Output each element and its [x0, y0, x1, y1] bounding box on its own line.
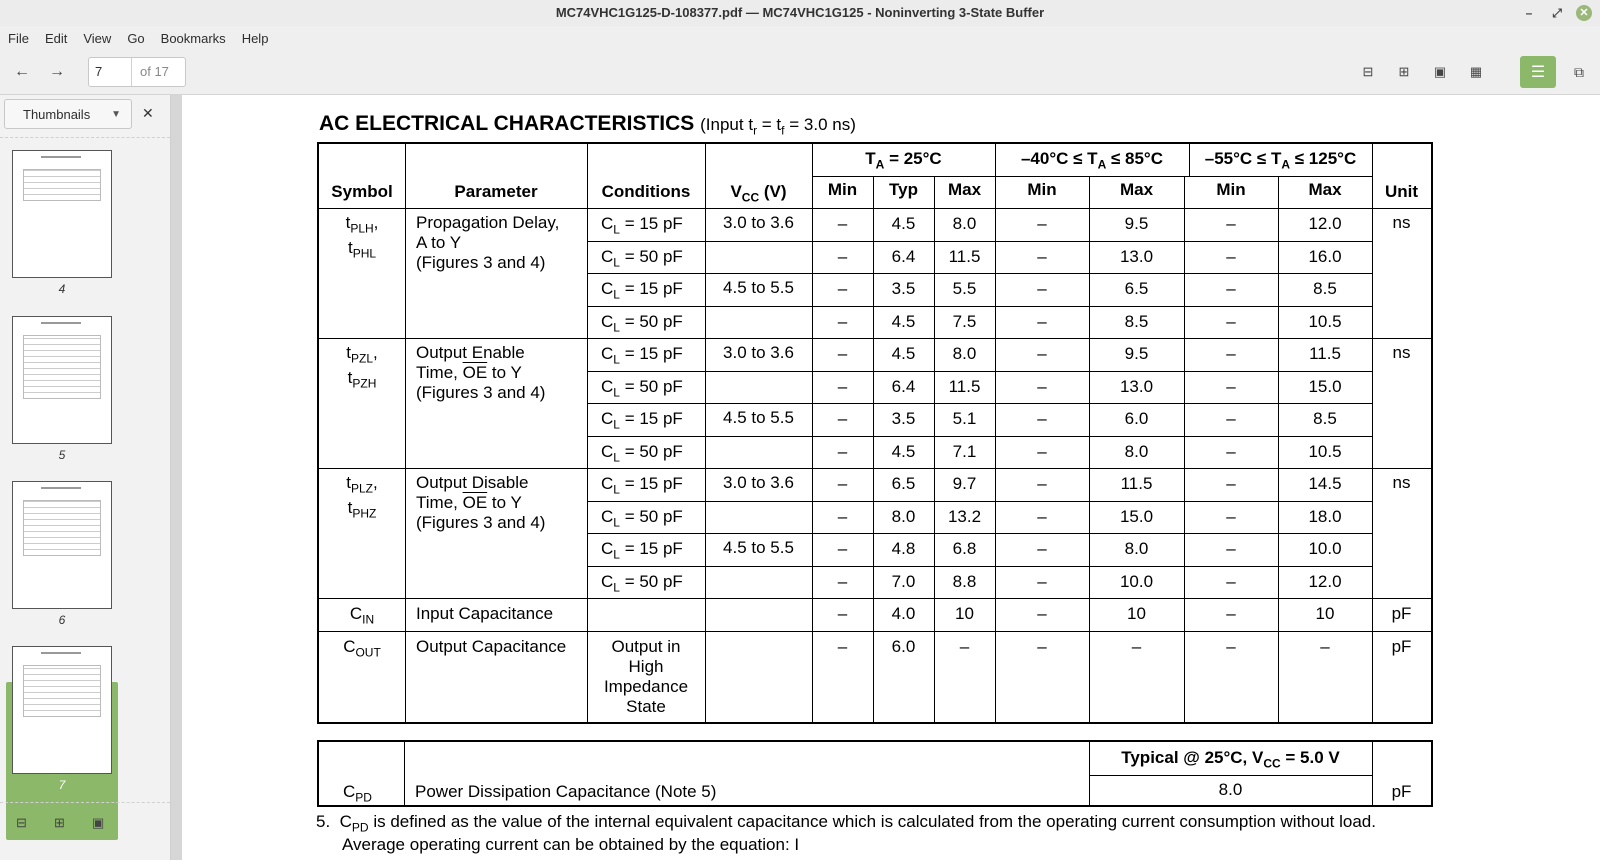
condition-cell: $C_L = 50$ pF [601, 506, 683, 529]
sidebar-mode-label: Thumbnails [23, 107, 91, 122]
value-cell: – [837, 376, 848, 396]
header-group-125c: $-55^\circ C \le T_A \le 125^\circ C$ [1204, 149, 1357, 172]
value-cell: – [1037, 604, 1047, 623]
condition-cell: $C_L = 50$ pF [601, 571, 683, 594]
header-typ: Typ [889, 180, 918, 199]
value-cell: – [1037, 506, 1047, 526]
window-title: MC74VHC1G125-D-108377.pdf — MC74VHC1G125 - Noninverting 3-State Buffer [555, 5, 1045, 20]
cpd-table [317, 740, 1433, 807]
page-number-input[interactable]: 7 [89, 58, 132, 86]
value-cell: – [1226, 279, 1236, 298]
value-cell: 4.5 [891, 214, 916, 233]
header-conditions: Conditions [601, 182, 691, 201]
table-rule [587, 241, 1372, 242]
sidebar-header [4, 99, 164, 131]
value-cell: 10.0 [1119, 571, 1154, 591]
value-cell: 12.0 [1308, 214, 1342, 233]
value-cell: – [1226, 636, 1236, 656]
table-rule [587, 371, 1372, 372]
zoom-in-thumbs-icon[interactable]: ⊞ [54, 815, 65, 830]
thumbnail-list [0, 137, 170, 803]
fit-page-icon[interactable]: ▣ [1433, 64, 1447, 79]
unit-cell: ns [1392, 213, 1411, 232]
cout-symbol: $C_{OUT}$ [343, 636, 381, 659]
unit-cell: pF [1391, 604, 1412, 623]
thumbnail-table-preview [23, 169, 101, 201]
value-cell: 10 [955, 604, 974, 623]
value-cell: 13.0 [1119, 376, 1154, 396]
section-title-suffix: (Input $t_r = t_f = 3.0$ ns) [700, 115, 856, 138]
thumbnail-label: 4 [58, 282, 66, 296]
value-cell: 8.5 [1313, 409, 1337, 428]
table-rule [587, 144, 588, 722]
pdf-page [182, 95, 1600, 860]
fit-thumbs-icon[interactable]: ▣ [92, 815, 105, 830]
table-rule [405, 144, 406, 722]
value-cell: – [1226, 376, 1236, 396]
value-cell: 7.1 [952, 441, 977, 461]
value-cell: – [1131, 636, 1142, 656]
ac-characteristics-table [317, 142, 1433, 724]
forward-arrow-icon[interactable]: → [49, 63, 65, 80]
value-cell: – [1037, 571, 1047, 591]
value-cell: – [1226, 506, 1236, 526]
value-cell: 11.5 [1120, 474, 1153, 493]
thumbnail-page-7[interactable] [12, 646, 112, 774]
table-rule [705, 533, 812, 534]
value-cell: – [1226, 344, 1236, 363]
value-cell: – [1226, 474, 1236, 493]
header-vcc: $V_{CC}$ (V) [730, 182, 787, 205]
close-icon[interactable]: ✕ [1576, 5, 1592, 21]
thumbnail-table-preview [23, 665, 101, 717]
condition-cell: $C_L = 50$ pF [601, 376, 683, 399]
value-cell: 4.5 [891, 441, 916, 461]
parameter-cell: Propagation Delay, A to Y (Figures 3 and 4) [416, 213, 560, 272]
table-rule [1089, 775, 1372, 776]
table-rule [319, 631, 1431, 632]
value-cell: 8.5 [1313, 279, 1337, 298]
value-cell: – [837, 441, 848, 461]
menu-go[interactable]: Go [127, 30, 145, 46]
value-cell: 9.5 [1124, 344, 1149, 363]
value-cell: 4.8 [891, 539, 916, 558]
value-cell: 8.0 [952, 344, 977, 363]
condition-cell: $C_L = 15$ pF [601, 279, 683, 302]
vcc-cell: 4.5 to 5.5 [723, 278, 794, 297]
value-cell: 6.8 [952, 539, 977, 558]
cin-symbol: $C_{IN}$ [349, 604, 375, 627]
toolbar [0, 50, 1600, 95]
condition-cell: $C_L = 50$ pF [601, 441, 683, 464]
value-cell: 15.0 [1308, 376, 1342, 396]
header-group-25c: $T_A = 25^\circ C$ [865, 149, 942, 172]
sidebar-icon[interactable]: ☰ [1520, 56, 1556, 88]
vcc-cell: 3.0 to 3.6 [723, 213, 794, 232]
value-cell: 6.4 [891, 246, 916, 266]
header-max: Max [1308, 180, 1342, 199]
sidebar [0, 95, 171, 860]
table-rule [319, 598, 1431, 599]
value-cell: – [1226, 604, 1236, 623]
value-cell: 5.5 [952, 279, 977, 298]
value-cell: – [837, 539, 848, 558]
table-rule [319, 468, 1431, 469]
thumbnail-label: 5 [58, 448, 66, 462]
value-cell: – [837, 604, 848, 623]
value-cell: 8.0 [952, 214, 977, 233]
value-cell: – [1226, 409, 1236, 428]
thumbnail-heading-line [41, 487, 81, 489]
maximize-icon[interactable]: ⤢ [1552, 6, 1562, 20]
value-cell: 5.1 [952, 409, 977, 428]
value-cell: 8.0 [1124, 441, 1149, 461]
view-mode-icon[interactable]: ⧉ [1574, 63, 1584, 80]
table-rule [812, 176, 1372, 177]
value-cell: 11.5 [948, 246, 981, 266]
value-cell: – [837, 571, 848, 591]
value-cell: 4.5 [891, 344, 916, 363]
value-cell: 6.0 [891, 636, 916, 656]
value-cell: – [837, 409, 848, 428]
thumbnail-page-6[interactable] [12, 481, 112, 609]
value-cell: – [1320, 636, 1330, 656]
value-cell: 7.5 [952, 311, 977, 331]
value-cell: – [1037, 409, 1047, 428]
value-cell: 6.0 [1124, 409, 1149, 428]
value-cell: 6.4 [891, 376, 916, 396]
value-cell: – [1037, 344, 1047, 363]
fit-width-icon[interactable]: ▦ [1469, 64, 1483, 79]
value-cell: 13.2 [947, 506, 982, 526]
cpd-unit: pF [1391, 782, 1412, 801]
minimize-icon[interactable]: – [1525, 6, 1533, 20]
symbol-cell: $t_{PLZ}$, $t_{PHZ}$ [346, 473, 378, 521]
vcc-cell: 4.5 to 5.5 [723, 408, 794, 427]
value-cell: 4.5 [891, 311, 916, 331]
value-cell: 3.5 [891, 279, 916, 298]
value-cell: 10 [1315, 604, 1335, 623]
value-cell: 12.0 [1308, 571, 1342, 591]
window-controls [1520, 0, 1592, 26]
condition-cell: $C_L = 15$ pF [601, 539, 683, 562]
document-viewer[interactable] [171, 95, 1600, 860]
parameter-cell: Output Disable Time, $\overline{OE}$ to Y (Figures 3 and 4) [416, 473, 546, 532]
value-cell: 14.5 [1308, 474, 1342, 493]
value-cell: 8.0 [1124, 539, 1149, 558]
value-cell: 15.0 [1119, 506, 1154, 526]
footnote-5: 5. $C_{PD}$ is defined as the value of the internal equivalent capacitance which is calculated from the operating current consumption without load. [316, 812, 1376, 835]
value-cell: 11.5 [1309, 344, 1341, 363]
value-cell: 8.8 [952, 571, 977, 591]
value-cell: – [837, 474, 848, 493]
header-min: Min [1027, 180, 1057, 199]
value-cell: – [837, 214, 848, 233]
value-cell: – [1037, 539, 1047, 558]
thumbnail-table-preview [23, 335, 101, 399]
thumbnail-heading-line [41, 156, 81, 158]
sidebar-mode-select[interactable] [4, 99, 132, 129]
thumbnail-heading-line [41, 322, 81, 324]
cpd-value: 8.0 [1218, 780, 1243, 799]
table-rule [587, 501, 1372, 502]
value-cell: 11.5 [948, 376, 981, 396]
menu-bookmarks[interactable]: Bookmarks [160, 30, 226, 46]
cpd-header: Typical @ 25°C, $V_{CC} = 5.0$ V [1121, 748, 1340, 771]
value-cell: – [1037, 311, 1047, 331]
value-cell: – [837, 636, 848, 656]
value-cell: – [1226, 571, 1236, 591]
cin-parameter: Input Capacitance [416, 604, 554, 623]
value-cell: 13.0 [1119, 246, 1154, 266]
parameter-cell: Output Enable Time, $\overline{OE}$ to Y (Figures 3 and 4) [416, 343, 546, 402]
header-symbol: Symbol [331, 182, 393, 201]
value-cell: – [1037, 246, 1047, 266]
value-cell: – [1037, 474, 1047, 493]
menu-bar [0, 26, 1600, 50]
table-rule [319, 338, 1431, 339]
condition-cell: $C_L = 15$ pF [601, 214, 683, 237]
value-cell: – [1037, 636, 1047, 656]
header-unit: Unit [1384, 182, 1419, 201]
thumbnail-page-4[interactable] [12, 150, 112, 278]
unit-cell: pF [1391, 636, 1412, 656]
unit-cell: ns [1392, 473, 1411, 492]
value-cell: 9.5 [1124, 214, 1149, 233]
value-cell: – [1226, 214, 1236, 233]
cout-condition: Output in High Impedance State [603, 636, 689, 716]
page-navigator [88, 57, 186, 87]
header-max: Max [947, 180, 982, 199]
thumbnail-label: 6 [58, 613, 66, 627]
table-rule [587, 306, 1372, 307]
table-rule [587, 436, 1372, 437]
page-total-label: of 17 [140, 64, 169, 79]
value-cell: – [1037, 376, 1047, 396]
zoom-out-thumbs-icon[interactable]: ⊟ [16, 815, 27, 830]
thumbnail-heading-line [41, 652, 81, 654]
value-cell: – [837, 246, 848, 266]
menu-view[interactable]: View [83, 30, 112, 46]
section-title-text: AC ELECTRICAL CHARACTERISTICS [319, 112, 695, 135]
zoom-out-icon[interactable]: ⊟ [1362, 64, 1374, 79]
table-rule [705, 403, 812, 404]
header-parameter: Parameter [454, 182, 538, 201]
value-cell: 8.5 [1124, 311, 1149, 331]
value-cell: 18.0 [1308, 506, 1342, 526]
value-cell: – [1037, 214, 1047, 233]
unit-cell: ns [1392, 343, 1411, 362]
value-cell: – [1226, 246, 1236, 266]
menu-file[interactable]: File [8, 30, 29, 46]
back-arrow-icon[interactable]: ← [14, 63, 30, 80]
window-titlebar [0, 0, 1600, 26]
value-cell: 6.5 [891, 474, 916, 493]
header-min: Min [1216, 180, 1246, 199]
sidebar-footer [0, 802, 170, 843]
value-cell: 10.0 [1308, 539, 1342, 558]
thumbnail-page-5[interactable] [12, 316, 112, 444]
value-cell: 4.0 [891, 604, 916, 623]
thumbnail-label: 7 [58, 778, 66, 792]
condition-cell: $C_L = 15$ pF [601, 409, 683, 432]
menu-help[interactable]: Help [241, 30, 269, 46]
value-cell: – [1226, 441, 1236, 461]
cpd-symbol: $C_{PD}$ [343, 782, 372, 805]
header-min: Min [827, 180, 858, 199]
thumbnail-table-preview [23, 500, 101, 556]
value-cell: 7.0 [891, 571, 916, 591]
condition-cell: $C_L = 50$ pF [601, 246, 683, 269]
value-cell: – [959, 636, 970, 656]
footnote-5-continued: Average operating current can be obtained by the equation: I [342, 835, 800, 854]
vcc-cell: 3.0 to 3.6 [723, 343, 794, 362]
value-cell: 10.5 [1308, 311, 1342, 331]
value-cell: 16.0 [1308, 246, 1342, 266]
chevron-down-icon: ▼ [111, 109, 121, 120]
cout-parameter: Output Capacitance [416, 636, 567, 656]
value-cell: 6.5 [1124, 279, 1149, 298]
vcc-cell: 4.5 to 5.5 [723, 538, 794, 557]
zoom-in-icon[interactable]: ⊞ [1398, 64, 1410, 79]
header-group-85c: $-40^\circ C \le T_A \le 85^\circ C$ [1020, 149, 1164, 172]
cpd-parameter: Power Dissipation Capacitance (Note 5) [415, 782, 717, 801]
table-rule [587, 566, 1372, 567]
value-cell: – [1037, 279, 1047, 298]
value-cell: – [1226, 311, 1236, 331]
value-cell: – [1037, 441, 1047, 461]
value-cell: 10 [1127, 604, 1146, 623]
header-max: Max [1119, 180, 1154, 199]
value-cell: – [837, 279, 848, 298]
value-cell: 3.5 [891, 409, 916, 428]
value-cell: – [837, 344, 848, 363]
value-cell: 9.7 [952, 474, 977, 493]
value-cell: – [837, 506, 848, 526]
symbol-cell: $t_{PZL}$, $t_{PZH}$ [346, 343, 378, 391]
condition-cell: $C_L = 15$ pF [601, 344, 683, 367]
condition-cell: $C_L = 15$ pF [601, 474, 683, 497]
value-cell: – [837, 311, 848, 331]
symbol-cell: $t_{PLH}$, $t_{PHL}$ [345, 213, 379, 261]
value-cell: 8.0 [891, 506, 916, 526]
value-cell: 10.5 [1308, 441, 1342, 461]
table-rule [319, 208, 1431, 209]
vcc-cell: 3.0 to 3.6 [723, 473, 794, 492]
menu-edit[interactable]: Edit [44, 30, 68, 46]
condition-cell: $C_L = 50$ pF [601, 311, 683, 334]
table-rule [705, 273, 812, 274]
table-rule [404, 742, 405, 805]
section-title [319, 112, 856, 137]
close-sidebar-icon[interactable]: ✕ [142, 105, 154, 121]
value-cell: – [1226, 539, 1236, 558]
